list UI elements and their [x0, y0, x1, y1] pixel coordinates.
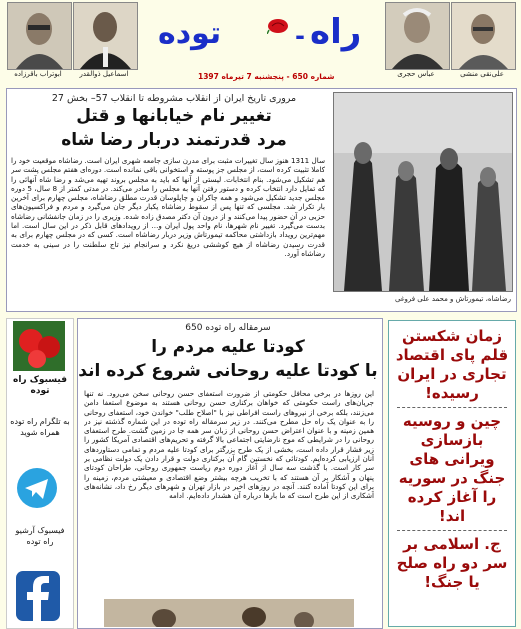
portrait-caption: علی‌نقی منشی — [460, 70, 504, 78]
person-icon — [386, 3, 449, 69]
logo-dash: - — [295, 22, 305, 50]
portrait-caption: ابوتراب باقرزاده — [14, 70, 62, 78]
editorial-kicker[interactable]: سرمقاله راه توده 650 — [185, 323, 271, 333]
logo-tudeh: توده — [158, 16, 222, 51]
lead-photo — [333, 92, 513, 292]
editorial-headline[interactable]: با کودتا علیه روحانی شروع کرده اند — [78, 361, 378, 381]
portrait-photo — [7, 2, 72, 70]
right-headline[interactable]: زمان شکستن قلم پای اقتصاد تجاری در ایران رسیده! — [395, 327, 509, 402]
person-icon — [74, 3, 137, 69]
archive-label[interactable]: فیسبوک آرشیو راه توده — [15, 526, 65, 546]
telegram-icon[interactable] — [16, 467, 58, 509]
left-sidebar — [6, 318, 74, 629]
portrait-photo — [451, 2, 516, 70]
person-icon — [8, 3, 71, 69]
lead-article — [6, 88, 517, 312]
facebook-link-label[interactable]: فیسبوک راه توده — [13, 375, 67, 396]
portrait-caption: عباس حجری — [397, 70, 435, 78]
rose-icon — [267, 18, 289, 34]
right-column — [388, 320, 516, 627]
divider — [397, 530, 507, 531]
person-icon — [452, 3, 515, 69]
editorial-body: این روزها در برخی محافل حکومتی از ضرورت استعفای حسن روحانی سخن می‌رود. نه تنها جریان‌های راست حکومتی که خواهان برکناری حسن روحانی هستند به موضوع استعفا دامن می‌زنند، بلکه برخی از نیروهای راست افراطی نیز با "اصلاح طلب" خواندن خود، استعفای روحانی را به عنوان یک راه حل مطرح می‌کنند. در زیر سرمقاله راه توده در این شماره گذشته نیز در همین زمینه و با عنوان اعتراض حسن روحانی از زبان سر همه جا در زمین گشت. طرح استعفای روحانی را در شرایطی که موج نارضایتی اجتماعی بالا گرفته و تحریم‌های اقتصادی آمریکا کشور را زیر فشار قرار داده است، بخشی از یک طرح بزرگتر برای کودتا علیه مردم و تمامی دستاوردهای آنان ارزیابی کرده‌ایم. کودتائی که نخستین گام آن برکناری دولت و قرار دادن یک دولت نظامی بر سر کار است. با گذشت سه سال از آغاز دوره دوم ریاست جمهوری روحانی، طراحان کودتای پنهان و آشکار بر آن هستند که با تخریب هرچه بیشتر وضع اقتصادی و معیشتی مردم، زمینه را برای این کودتا آماده کنند. آنچه در روزهای اخیر در بازار تهران و شهرهای دیگر رخ داد، نشانه‌های آشکاری از این طرح است که ما بارها درباره آن هشدار داده‌ایم. ادامه — [84, 389, 374, 501]
facebook-icon[interactable] — [16, 571, 60, 621]
portrait-caption: اسماعیل ذوالقدر — [79, 70, 129, 78]
portrait-photo — [73, 2, 138, 70]
right-headline[interactable]: چین و روسیه بازسازی ویرانی های جنگ در سوریه را آغاز کرده اند! — [398, 412, 506, 525]
masthead — [0, 0, 521, 88]
editorial-headline[interactable]: کودتا علیه مردم را — [151, 337, 305, 357]
divider — [397, 407, 507, 408]
logo-rah: راه — [310, 12, 362, 52]
issue-date: شماره 650 - پنجشنبه 7 تیرماه 1397 — [198, 72, 335, 81]
telegram-text[interactable]: به تلگرام راه توده همراه شوید — [10, 417, 70, 437]
lead-kicker[interactable]: مروری‌ تاریخ ایران از انقلاب مشروطه تا انقلاب 57– بخش 27 — [51, 93, 297, 104]
editorial-photo — [104, 599, 354, 627]
lead-headline[interactable]: مرد قدرتمند دربار رضا شاه — [61, 130, 287, 150]
rose-image — [13, 321, 65, 371]
lead-headline[interactable]: تغییر نام خیابانها و قتل — [76, 106, 272, 126]
editorial — [77, 318, 383, 629]
lead-body: سال 1311 هنوز سال تغییرات مثبت برای مدرن سازی جامعه شهری ایران است. رضاشاه موقعیت خود را کاملا تثبیت کرده است، از مجلس جز پوسته و استخوانی باقی نمانده است. دوره‌ای هفتم مجلس پشت سر هم تشکیل می‌شود. بنام انتخابات. لیستی از آنها که باید به مجلس بروند تهیه می‌شد و رضا شاه آنهائی را که تمایل دارد انتخاب کرده و دستور رفتن آنها به مجلس را صادر می‌کند. در مدتی کمتر از 8 سال، 5 دوره مجلس جدید تشکیل می‌شود و همه چاکران و چاپلوسان قدرت مطلق رضاشاه، مجلس چهارم برای آخرین بار تکرار شد. مجلسی که تنها پس از سقوط رضاشاه یکبار دیگر جان می‌گیرد و مردم و فراکسیون‌های حزبی در آن حضور پیدا می‌کنند و از درون آن دکتر مصدق زاده شده. وزیری را در زمان جانفشانی رضاشاه بدست می‌گیرد. تغییر نام شهرها، نام واحد پول ایران و... از رویدادهای قابل ذکر در این سال است. اما مهم‌ترین رویداد بازداشتی محاکمه تیمورتاش وزیر دربار رضاشاه است. کسی که در مجلس چهارم برای به قدرت رسیدن رضاشاه از هیچ کوششی دریغ نکرد و سرانجام نیز تاج سلطنت را در سینی به خدمت رضاشاه آورد. — [11, 156, 325, 258]
lead-photo-caption: رضاشاه، تیمورتاش و محمد علی فروغی — [394, 295, 511, 303]
portrait-photo — [385, 2, 450, 70]
right-headline[interactable]: ج. اسلامی بر سر دو راه صلح یا جنگ! — [396, 535, 508, 591]
